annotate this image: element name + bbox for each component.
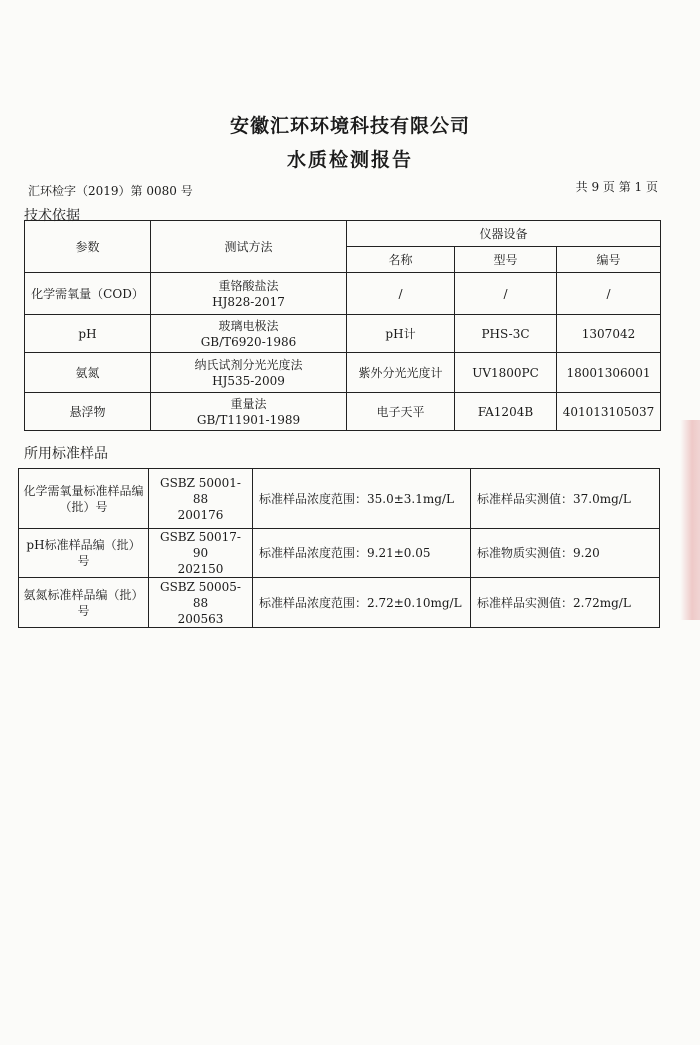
method-standard: GB/T11901-1989 bbox=[196, 412, 301, 427]
page-count: 共 9 页 第 1 页 bbox=[575, 180, 658, 194]
seal-stamp bbox=[680, 420, 700, 620]
section-standard-samples: 所用标准样品 bbox=[24, 446, 108, 462]
method-cell bbox=[151, 393, 347, 431]
company-name: 安徽汇环环境科技有限公司 bbox=[229, 115, 470, 137]
table-row bbox=[19, 529, 660, 578]
standard-samples-table bbox=[18, 468, 660, 628]
table-row bbox=[25, 315, 661, 353]
param-cell: 化学需氧量（COD） bbox=[25, 273, 151, 315]
sample-label: pH标准样品编（批）号 bbox=[19, 529, 149, 578]
param-cell: pH bbox=[25, 315, 151, 353]
table-row bbox=[25, 273, 661, 315]
method-cell bbox=[151, 273, 347, 315]
sample-code: GSBZ 50001-88 bbox=[159, 475, 241, 506]
instrument-name: pH计 bbox=[347, 315, 455, 353]
sample-measured: 标准物质实测值：9.20 bbox=[471, 529, 660, 578]
header-param: 参数 bbox=[25, 221, 151, 273]
sample-range: 标准样品浓度范围：35.0±3.1mg/L bbox=[253, 469, 471, 529]
sample-batch: 200563 bbox=[177, 611, 224, 626]
method-standard: GB/T6920-1986 bbox=[200, 334, 297, 349]
header-method: 测试方法 bbox=[151, 221, 347, 273]
instrument-name: 紫外分光光度计 bbox=[347, 353, 455, 393]
header-model: 型号 bbox=[455, 247, 557, 273]
sample-code-cell bbox=[149, 578, 253, 628]
instrument-number: 1307042 bbox=[557, 315, 661, 353]
table-row bbox=[25, 353, 661, 393]
tech-basis-table bbox=[24, 220, 661, 431]
method-name: 重量法 bbox=[230, 396, 267, 411]
param-cell: 悬浮物 bbox=[25, 393, 151, 431]
instrument-number: / bbox=[557, 273, 661, 315]
method-cell bbox=[151, 353, 347, 393]
instrument-number: 401013105037 bbox=[557, 393, 661, 431]
method-name: 重铬酸盐法 bbox=[218, 278, 279, 293]
table-row bbox=[19, 578, 660, 628]
instrument-model: PHS-3C bbox=[455, 315, 557, 353]
sample-code-cell bbox=[149, 529, 253, 578]
header-number: 编号 bbox=[557, 247, 661, 273]
instrument-model: UV1800PC bbox=[455, 353, 557, 393]
sample-batch: 200176 bbox=[177, 507, 224, 522]
report-title: 水质检测报告 bbox=[286, 149, 413, 171]
method-standard: HJ535-2009 bbox=[212, 373, 285, 388]
sample-range: 标准样品浓度范围：2.72±0.10mg/L bbox=[253, 578, 471, 628]
method-name: 纳氏试剂分光光度法 bbox=[194, 357, 303, 372]
method-standard: HJ828-2017 bbox=[212, 294, 285, 309]
instrument-model: FA1204B bbox=[455, 393, 557, 431]
instrument-number: 18001306001 bbox=[557, 353, 661, 393]
sample-code: GSBZ 50005-88 bbox=[159, 579, 241, 610]
sample-measured: 标准样品实测值：2.72mg/L bbox=[471, 578, 660, 628]
param-cell: 氨氮 bbox=[25, 353, 151, 393]
report-number: 汇环检字（2019）第 0080 号 bbox=[28, 184, 193, 198]
method-name: 玻璃电极法 bbox=[218, 318, 279, 333]
method-cell bbox=[151, 315, 347, 353]
sample-label: 化学需氧量标准样品编（批）号 bbox=[19, 469, 149, 529]
table-row bbox=[25, 393, 661, 431]
sample-batch: 202150 bbox=[177, 562, 224, 576]
sample-code-cell bbox=[149, 469, 253, 529]
sample-measured: 标准样品实测值：37.0mg/L bbox=[471, 469, 660, 529]
instrument-name: 电子天平 bbox=[347, 393, 455, 431]
header-instrument: 仪器设备 bbox=[347, 221, 661, 247]
table-row bbox=[19, 469, 660, 529]
sample-code: GSBZ 50017-90 bbox=[159, 530, 241, 560]
instrument-model: / bbox=[455, 273, 557, 315]
instrument-name: / bbox=[347, 273, 455, 315]
sample-label: 氨氮标准样品编（批）号 bbox=[19, 578, 149, 628]
sample-range: 标准样品浓度范围：9.21±0.05 bbox=[253, 529, 471, 578]
header-name: 名称 bbox=[347, 247, 455, 273]
section-tech-basis: 技术依据 bbox=[24, 208, 80, 224]
